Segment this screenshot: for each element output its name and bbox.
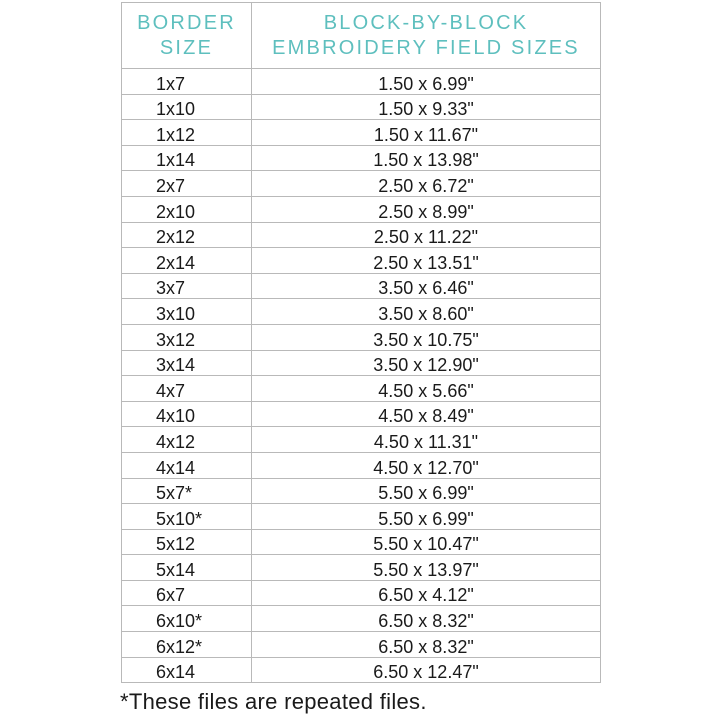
table-row <box>122 580 601 606</box>
table-row <box>122 478 601 504</box>
field-size-cell: 3.50 x 8.60" <box>252 299 601 325</box>
border-size-cell: 3x14 <box>122 350 252 376</box>
border-size-header <box>122 3 252 69</box>
table-row <box>122 273 601 299</box>
border-size-cell: 6x7 <box>122 580 252 606</box>
table-row <box>122 324 601 350</box>
table-row <box>122 350 601 376</box>
field-size-cell: 6.50 x 8.32" <box>252 606 601 632</box>
table-row <box>122 657 601 683</box>
field-size-cell: 2.50 x 11.22" <box>252 222 601 248</box>
border-size-cell: 2x10 <box>122 196 252 222</box>
field-size-cell: 4.50 x 8.49" <box>252 401 601 427</box>
border-size-cell: 5x12 <box>122 529 252 555</box>
field-size-cell: 1.50 x 11.67" <box>252 120 601 146</box>
border-size-cell: 3x12 <box>122 324 252 350</box>
field-size-cell: 1.50 x 13.98" <box>252 145 601 171</box>
border-size-cell: 6x14 <box>122 657 252 683</box>
border-size-cell: 2x14 <box>122 248 252 274</box>
table-row <box>122 555 601 581</box>
table-row <box>122 222 601 248</box>
field-sizes-table <box>121 2 601 683</box>
border-size-cell: 4x7 <box>122 376 252 402</box>
field-size-cell: 5.50 x 10.47" <box>252 529 601 555</box>
table-row <box>122 69 601 95</box>
border-size-cell: 5x14 <box>122 555 252 581</box>
border-size-cell: 1x14 <box>122 145 252 171</box>
field-size-cell: 1.50 x 6.99" <box>252 69 601 95</box>
field-size-cell: 5.50 x 13.97" <box>252 555 601 581</box>
field-size-cell: 3.50 x 6.46" <box>252 273 601 299</box>
border-size-cell: 5x10* <box>122 504 252 530</box>
table-row <box>122 120 601 146</box>
table-row <box>122 427 601 453</box>
table-row <box>122 145 601 171</box>
table-body <box>122 69 601 683</box>
field-size-cell: 5.50 x 6.99" <box>252 478 601 504</box>
field-size-cell: 2.50 x 13.51" <box>252 248 601 274</box>
border-size-cell: 6x10* <box>122 606 252 632</box>
border-size-cell: 4x10 <box>122 401 252 427</box>
field-size-cell: 6.50 x 12.47" <box>252 657 601 683</box>
table-row <box>122 529 601 555</box>
table-row <box>122 632 601 658</box>
field-size-header <box>252 3 601 69</box>
field-size-cell: 4.50 x 11.31" <box>252 427 601 453</box>
field-size-header-line1: BLOCK-BY-BLOCK <box>323 11 529 34</box>
field-size-cell: 4.50 x 5.66" <box>252 376 601 402</box>
table-row <box>122 452 601 478</box>
border-size-cell: 3x7 <box>122 273 252 299</box>
field-size-cell: 3.50 x 12.90" <box>252 350 601 376</box>
table-row <box>122 504 601 530</box>
field-size-cell: 2.50 x 6.72" <box>252 171 601 197</box>
table-row <box>122 401 601 427</box>
table-row <box>122 248 601 274</box>
table-row <box>122 94 601 120</box>
table-row <box>122 376 601 402</box>
border-size-cell: 4x12 <box>122 427 252 453</box>
border-size-header-line1: BORDER <box>137 11 236 34</box>
table-row <box>122 299 601 325</box>
border-size-cell: 2x7 <box>122 171 252 197</box>
field-size-cell: 3.50 x 10.75" <box>252 324 601 350</box>
border-size-cell: 5x7* <box>122 478 252 504</box>
field-size-cell: 6.50 x 4.12" <box>252 580 601 606</box>
table-row <box>122 196 601 222</box>
table-header-row <box>122 3 601 69</box>
table-row <box>122 171 601 197</box>
border-size-header-line2: SIZE <box>159 36 214 59</box>
table-row <box>122 606 601 632</box>
border-size-cell: 3x10 <box>122 299 252 325</box>
field-size-cell: 5.50 x 6.99" <box>252 504 601 530</box>
field-size-cell: 2.50 x 8.99" <box>252 196 601 222</box>
border-size-cell: 4x14 <box>122 452 252 478</box>
border-size-cell: 1x10 <box>122 94 252 120</box>
field-size-cell: 4.50 x 12.70" <box>252 452 601 478</box>
border-size-cell: 1x7 <box>122 69 252 95</box>
field-size-cell: 1.50 x 9.33" <box>252 94 601 120</box>
border-size-cell: 2x12 <box>122 222 252 248</box>
field-size-cell: 6.50 x 8.32" <box>252 632 601 658</box>
field-sizes-table-container <box>121 2 600 683</box>
repeated-files-footnote: *These files are repeated files. <box>120 689 427 714</box>
field-size-header-line2: EMBROIDERY FIELD SIZES <box>272 36 580 59</box>
border-size-cell: 6x12* <box>122 632 252 658</box>
border-size-cell: 1x12 <box>122 120 252 146</box>
